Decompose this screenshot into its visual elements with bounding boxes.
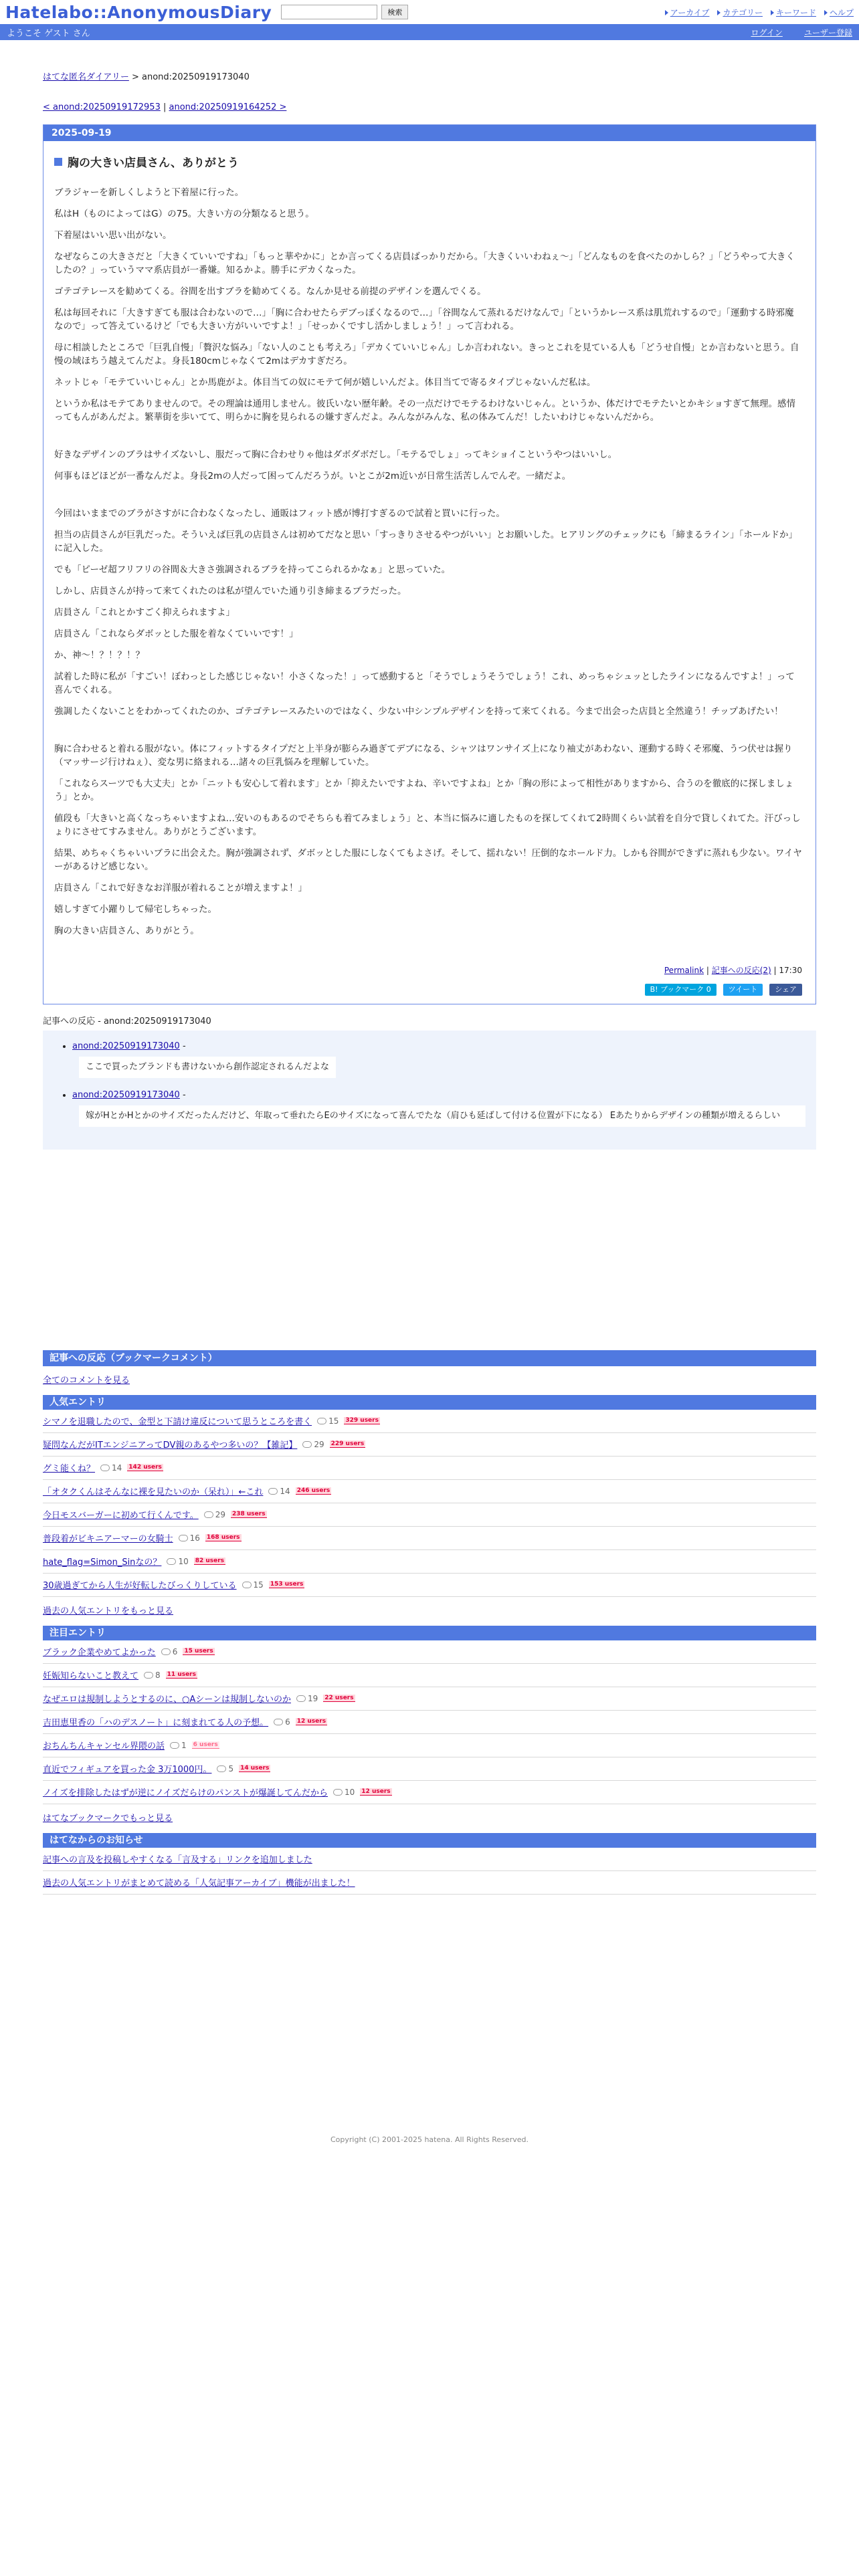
entry-list-item	[43, 1687, 816, 1711]
response-text: ここで買ったブランドも書けないから創作認定されるんだよな	[79, 1057, 336, 1078]
entry-paragraph: 何事もほどほどが一番なんだよ。身長2mの人だって困ってんだろうが。いとこが2m近いが日常生活苦しんでんぞ。一緒だよ。	[54, 471, 571, 481]
entry-paragraph: 嬉しすぎて小躍りして帰宅しちゃった。	[54, 904, 217, 915]
triangle-icon	[771, 10, 774, 15]
entry-paragraph: 私はH（ものによってはG）の75。大きい方の分類なると思う。	[54, 209, 314, 219]
facebook-share-button[interactable]: シェア	[769, 984, 802, 996]
bookmark-users-badge[interactable]: 153 users	[270, 1581, 304, 1588]
comment-count	[217, 1764, 233, 1774]
register-link[interactable]: ユーザー登録	[803, 27, 852, 37]
bookmark-users-badge[interactable]: 22 users	[324, 1695, 354, 1701]
triangle-icon	[665, 10, 668, 15]
prev-entry-link[interactable]: < anond:20250919172953	[43, 102, 161, 112]
breadcrumb-root[interactable]: はてな匿名ダイアリー	[43, 72, 129, 82]
site-logo[interactable]: Hatelabo::AnonymousDiary	[5, 2, 272, 22]
entry-paragraph: 私は毎回それに「大きすぎても服は合わないので…」「胸に合わせたらデブっぽくなるので…」「谷間なんて蒸れるだけなんで」「というかレース系は肌荒れするので」「運動する時邪魔なので」って答えているけど「でも大きい方がいいですよ！」「せっかくですし活かしましょう！」って言われる。	[54, 308, 794, 332]
main-column	[43, 70, 816, 2144]
bookmark-users-badge[interactable]: 168 users	[206, 1534, 240, 1541]
attention-entries-heading: 注目エントリ	[43, 1626, 816, 1640]
attention-entries-list	[43, 1640, 816, 1804]
entry-list-link[interactable]: 直近でフィギュアを買った金 3万1000円。	[43, 1765, 212, 1775]
breadcrumb-sep: >	[128, 72, 142, 82]
entry-list-item	[43, 1781, 816, 1804]
entry-list-item	[43, 1480, 816, 1503]
comment-count-value: 10	[178, 1556, 189, 1566]
notice-link[interactable]: 記事への言及を投稿しやすくなる「言及する」リンクを追加しました	[43, 1855, 312, 1865]
all-comments-link[interactable]: 全てのコメントを見る	[43, 1376, 130, 1386]
bookmark-users-badge[interactable]: 12 users	[296, 1718, 326, 1725]
triangle-icon	[717, 10, 721, 15]
comment-count-value: 29	[314, 1439, 324, 1449]
comment-bubble-icon	[296, 1695, 306, 1702]
entry-paragraph: か、神〜！？！？！？	[54, 650, 145, 661]
comment-count	[170, 1741, 187, 1750]
square-bullet-icon	[54, 158, 62, 166]
entry-list-link[interactable]: シマノを退職したので、金型と下請け違反について思うところを書く	[43, 1417, 312, 1427]
response-text: 嫁がHとかHとかのサイズだったんだけど、年取って垂れたらEのサイズになって喜んでたな（肩ひも延ばして付ける位置が下になる） Eあたりからデザインの種類が増えるらしい	[79, 1105, 805, 1127]
tweet-button[interactable]: ツイート	[723, 984, 763, 996]
footer-sep: |	[704, 966, 712, 975]
hatena-bookmark-button[interactable]: B! ブックマーク 0	[645, 984, 717, 996]
breadcrumb-current: anond:20250919173040	[142, 72, 250, 82]
bookmark-users-badge[interactable]: 329 users	[345, 1417, 379, 1424]
entry-date: 2025-09-19	[43, 125, 816, 141]
entry-paragraph: というか私はモテてありませんので。その理論は通用しません。彼氏いない歴年齢。その一点だけでモテるわけないじゃん。というか、体だけでモテたいとかキショすぎて無理。感情ってもんがあんだよ。繁華街を歩いてて、明らかに胸を見られるの嫌すぎんだよ。みんながみんな、私の体みてんだ！したいわけじゃないんだから。	[54, 399, 795, 423]
entry-paragraph: 店員さん「これで好きなお洋服が着れることが増えますよ！」	[54, 883, 307, 893]
entry-title-row	[54, 153, 802, 170]
entry-paragraph: ネットじゃ「モテていいじゃん」とか馬鹿がよ。体目当ての奴にモテて何が嬉しいんだよ。体目当てで寄るタイプじゃないんだ私は。	[54, 377, 596, 388]
responses-list	[43, 1031, 816, 1150]
triangle-icon	[824, 10, 828, 15]
entry-list-item	[43, 1640, 816, 1664]
bookmark-comments-heading: 記事への反応（ブックマークコメント）	[43, 1350, 816, 1366]
comment-count-value: 10	[345, 1787, 355, 1797]
comment-count	[144, 1671, 161, 1680]
comment-bubble-icon	[144, 1672, 153, 1679]
bookmark-users-badge[interactable]: 238 users	[231, 1511, 266, 1517]
entry-paragraph: なぜならこの大きさだと「大きくていいですね」「もっと華やかに」とか言ってくる店員ばっかりだから。「大きくいいわねぇ〜」「どんなものを食べたのかしら？」「どうやって大きくしたの？」っていうママ系店員が一番嫌。知るかよ。勝手にデカくなった。	[54, 251, 795, 276]
response-link[interactable]: anond:20250919173040	[72, 1041, 180, 1051]
entry-list-item	[43, 1574, 816, 1597]
comment-count-value: 8	[155, 1670, 161, 1680]
comment-count	[268, 1487, 290, 1496]
comment-count-value: 5	[228, 1763, 234, 1774]
comment-bubble-icon	[242, 1582, 252, 1588]
next-entry-link[interactable]: anond:20250919164252 >	[169, 102, 287, 112]
pager-sep: |	[160, 102, 169, 112]
diary-entry	[43, 124, 816, 1004]
copyright: Copyright (C) 2001-2025 hatena. All Rights Reserved.	[330, 2135, 529, 2144]
entry-list-link[interactable]: なぜエロは規制しようとするのに、○Aシーンは規制しないのか	[43, 1695, 291, 1705]
responses-heading: 記事への反応 - anond:20250919173040	[43, 1016, 211, 1027]
entry-pager	[43, 102, 816, 112]
entry-paragraph: 「これならスーツでも大丈夫」とか「ニットも安心して着れます」とか「抑えたいですよね、辛いですよね」とか「胸の形によって相性がありますから、合うのを徹底的に探しましょう」とか。	[54, 778, 794, 802]
response-dash: -	[179, 1090, 186, 1100]
comment-bubble-icon	[274, 1719, 283, 1725]
bookmark-users-badge[interactable]: 142 users	[128, 1464, 162, 1471]
notice-heading: はてなからのお知らせ	[43, 1833, 816, 1848]
entry-list-link[interactable]: グミ能くね？	[43, 1464, 96, 1474]
attention-more-row	[43, 1804, 816, 1830]
entry-paragraph: 値段も「大きいと高くなっちゃいますよね…安いのもあるのでそちらも着てみましょう」と、本当に悩みに適したものを探してくれて2時間くらい試着を自分で貸しくれてた。汗びっしょりにさせてすみません。ありがとうございます。	[54, 813, 801, 837]
comment-bubble-icon	[170, 1742, 179, 1749]
entry-paragraph: 担当の店員さんが巨乳だった。そういえば巨乳の店員さんは初めてだなと思い「すっきりさせるやつがいい」とお願いした。ヒアリングのチェックにも「締まるライン」「ホールドか」に記入した。	[54, 530, 798, 554]
comment-bubble-icon	[333, 1789, 343, 1796]
entry-paragraph: 胸に合わせると着れる服がない。体にフィットするタイプだと上半身が膨らみ過ぎてデブになる、シャツはワンサイズ上になり袖丈があわない、運動する時くそ邪魔、うつ伏せは握り（マッサージ行けねぇ）、変な男に絡まれる…諸々の巨乳悩みを理解していた。	[54, 744, 793, 768]
entry-paragraph: 母に相談したところで「巨乳自慢」「贅沢な悩み」「ない人のことも考えろ」「デカくていいじゃん」しか言われない。きっとこれを見ている人も「どうせ自慢」とか言わないと思う。自慢の域ほちう越えてんだよ。身長180cmじゃなくて2mはデカすぎだろ。	[54, 342, 799, 366]
notice-link[interactable]: 過去の人気エントリがまとめて読める「人気記事アーカイブ」機能が出ました！	[43, 1879, 355, 1889]
comment-count-value: 19	[307, 1693, 318, 1703]
comment-count-value: 6	[285, 1717, 290, 1727]
all-comments-row	[43, 1366, 816, 1392]
comment-bubble-icon	[317, 1418, 326, 1424]
permalink[interactable]: Permalink	[664, 966, 704, 975]
entry-paragraph: しかし、店員さんが持って来てくれたのは私が望んでいた通り引き締まるブラだった。	[54, 586, 407, 597]
entry-list-item	[43, 1711, 816, 1734]
bookmark-users-badge[interactable]: 11 users	[167, 1671, 196, 1678]
bookmark-users-badge[interactable]: 14 users	[240, 1765, 270, 1772]
comment-count-value: 29	[215, 1509, 225, 1519]
comment-count	[333, 1788, 355, 1797]
entry-list-link[interactable]: 吉田恵里香の「ハのデスノート」に刻まれてる人の予想。	[43, 1718, 269, 1728]
entry-list-item	[43, 1550, 816, 1574]
nav-keyword[interactable]: キーワード	[775, 8, 816, 17]
comment-count-value: 14	[112, 1463, 122, 1473]
welcome-text: ようこそ ゲスト さん	[7, 28, 90, 39]
entry-paragraph: 胸の大きい店員さん、ありがとう。	[54, 926, 199, 936]
entry-paragraph: 店員さん「これならダボッとした服を着なくていいです！」	[54, 629, 298, 639]
entry-list-item	[43, 1457, 816, 1480]
nav-help[interactable]: ヘルプ	[829, 8, 854, 17]
bookmark-users-badge[interactable]: 12 users	[361, 1788, 391, 1795]
entry-list-item	[43, 1410, 816, 1433]
comment-bubble-icon	[217, 1765, 226, 1772]
popular-more-link[interactable]: 過去の人気エントリをもっと見る	[43, 1606, 174, 1616]
comment-count-value: 1	[181, 1740, 187, 1750]
entry-list-item	[43, 1527, 816, 1550]
responses-link[interactable]: 記事への反応(2)	[711, 966, 771, 975]
entry-title[interactable]: 胸の大きい店員さん、ありがとう	[68, 156, 240, 170]
comment-bubble-icon	[179, 1535, 188, 1541]
entry-list-item	[43, 1734, 816, 1757]
nav-archive[interactable]: アーカイブ	[670, 8, 710, 17]
login-link[interactable]: ログイン	[751, 27, 783, 37]
entry-list-link[interactable]: 今日モスバーガーに初めて行くんです。	[43, 1511, 199, 1521]
search-input[interactable]	[281, 5, 377, 19]
entry-list-link[interactable]: おちんちんキャンセル界隈の話	[43, 1741, 165, 1751]
entry-list-link[interactable]: 普段着がビキニアーマーの女騎士	[43, 1534, 173, 1544]
comment-count-value: 15	[328, 1416, 339, 1426]
entry-list-link[interactable]: 疑問なんだがITエンジニアってDV親のあるやつ多いの？【雑記】	[43, 1440, 298, 1451]
entry-paragraph: でも「ピーゼ超フリフリの谷間＆大きさ強調されるブラを持ってこられるかなぁ」と思っていた。	[54, 564, 451, 575]
attention-more-link[interactable]: はてなブックマークでもっと見る	[43, 1814, 173, 1824]
comment-bubble-icon	[204, 1511, 213, 1518]
bookmark-users-badge[interactable]: 229 users	[330, 1440, 365, 1447]
entry-time: 17:30	[779, 966, 802, 975]
comment-bubble-icon	[100, 1465, 110, 1471]
comment-count	[242, 1580, 264, 1590]
comment-bubble-icon	[268, 1488, 278, 1495]
popular-more-row	[43, 1597, 816, 1623]
search-button[interactable]: 検索	[381, 5, 408, 19]
footer-sep: |	[771, 966, 779, 975]
popular-entries-heading: 人気エントリ	[43, 1395, 816, 1410]
comment-count	[167, 1557, 188, 1566]
comment-count	[204, 1510, 225, 1519]
bookmark-users-badge[interactable]: 246 users	[296, 1487, 330, 1494]
comment-count-value: 14	[280, 1486, 290, 1496]
entry-list-link[interactable]: ブラック企業やめてよかった	[43, 1648, 156, 1658]
entry-list-item	[43, 1664, 816, 1687]
popular-entries-list	[43, 1410, 816, 1597]
response-dash: -	[179, 1041, 186, 1051]
entry-list-link[interactable]: hate_flag=Simon_Sinなの？	[43, 1558, 162, 1568]
breadcrumb	[43, 70, 816, 82]
comment-count-value: 15	[253, 1580, 264, 1590]
bookmark-users-badge[interactable]: 6 users	[193, 1741, 218, 1748]
ad-space	[43, 1150, 816, 1350]
entry-list-item	[43, 1503, 816, 1527]
comment-count-value: 6	[172, 1646, 178, 1656]
entry-paragraph: 強調したくないことをわかってくれたのか、ゴテゴテレースみたいのではなく、少ない中シンプルデザインを持って来てくれる。今まで出会った店員と全然違う！チップあげたい！	[54, 706, 783, 717]
share-buttons	[54, 984, 802, 996]
response-link[interactable]: anond:20250919173040	[72, 1090, 180, 1100]
entry-paragraph: 今回はいままでのブラがさすがに合わなくなったし、通販はフィット感が博打すぎるので試着と買いに行った。	[54, 508, 505, 519]
response-item	[72, 1041, 805, 1078]
entry-paragraph: ブラジャーを新しくしようと下着屋に行った。	[54, 187, 244, 198]
comment-count	[274, 1717, 290, 1727]
comment-bubble-icon	[161, 1648, 171, 1655]
notice-item	[43, 1871, 816, 1895]
notice-item	[43, 1848, 816, 1871]
entry-list-link[interactable]: 30歳過ぎてから人生が好転したびっくりしている	[43, 1581, 237, 1591]
comment-bubble-icon	[167, 1558, 176, 1565]
entry-footer	[54, 964, 802, 976]
comment-count	[296, 1694, 318, 1703]
entry-paragraph: 下着屋はいい思い出がない。	[54, 230, 172, 241]
entry-paragraph: 店員さん「これとかすごく抑えられますよ」	[54, 607, 235, 618]
comment-count	[302, 1440, 324, 1449]
welcome-bar	[0, 24, 859, 40]
entry-paragraph: 好きなデザインのブラはサイズないし、服だって胸に合わせりゃ他はダボダボだし。「モテるでしょ」ってキショイこというやつはいいし。	[54, 449, 617, 460]
entry-paragraph: 試着した時に私が「すごい！ぼわっとした感じじゃない！小さくなった！」って感動すると「そうでしょうそうでしょう！これ、めっちゃシュッとしたラインになるんですよ！」って喜んでくれる。	[54, 671, 795, 695]
entry-paragraph: 結果、めちゃくちゃいいブラに出会えた。胸が強調されず、ダボッとした服にしなくてもよさげ。そして、揺れない！圧倒的なホールド力。しかも谷間ができずに蒸れも少ない。ワイヤーがあるけど感じない。	[54, 848, 802, 872]
entry-list-item	[43, 1757, 816, 1781]
comment-count	[100, 1463, 122, 1473]
comment-count	[179, 1533, 200, 1543]
entry-list-item	[43, 1433, 816, 1457]
top-nav	[665, 7, 854, 18]
comment-count	[317, 1416, 339, 1426]
comment-bubble-icon	[302, 1441, 312, 1448]
comment-count	[161, 1647, 178, 1656]
bookmark-users-badge[interactable]: 15 users	[184, 1648, 213, 1654]
bookmark-users-badge[interactable]: 82 users	[195, 1558, 225, 1564]
nav-category[interactable]: カテゴリー	[723, 8, 763, 17]
entry-list-link[interactable]: 妊娠知らないこと教えて	[43, 1671, 139, 1681]
entry-paragraph: ゴテゴテレースを勧めてくる。谷間を出すブラを勧めてくる。なんか見せる前提のデザインを選んでくる。	[54, 286, 486, 297]
entry-text	[54, 186, 802, 938]
entry-list-link[interactable]: 「オタクくんはそんなに裸を見たいのか（呆れ）」←これ	[43, 1487, 264, 1497]
entry-list-link[interactable]: ノイズを排除したはずが逆にノイズだらけのパンストが爆誕してんだから	[43, 1788, 328, 1798]
response-item	[72, 1090, 805, 1127]
top-header	[0, 0, 859, 24]
comment-count-value: 16	[189, 1533, 200, 1543]
